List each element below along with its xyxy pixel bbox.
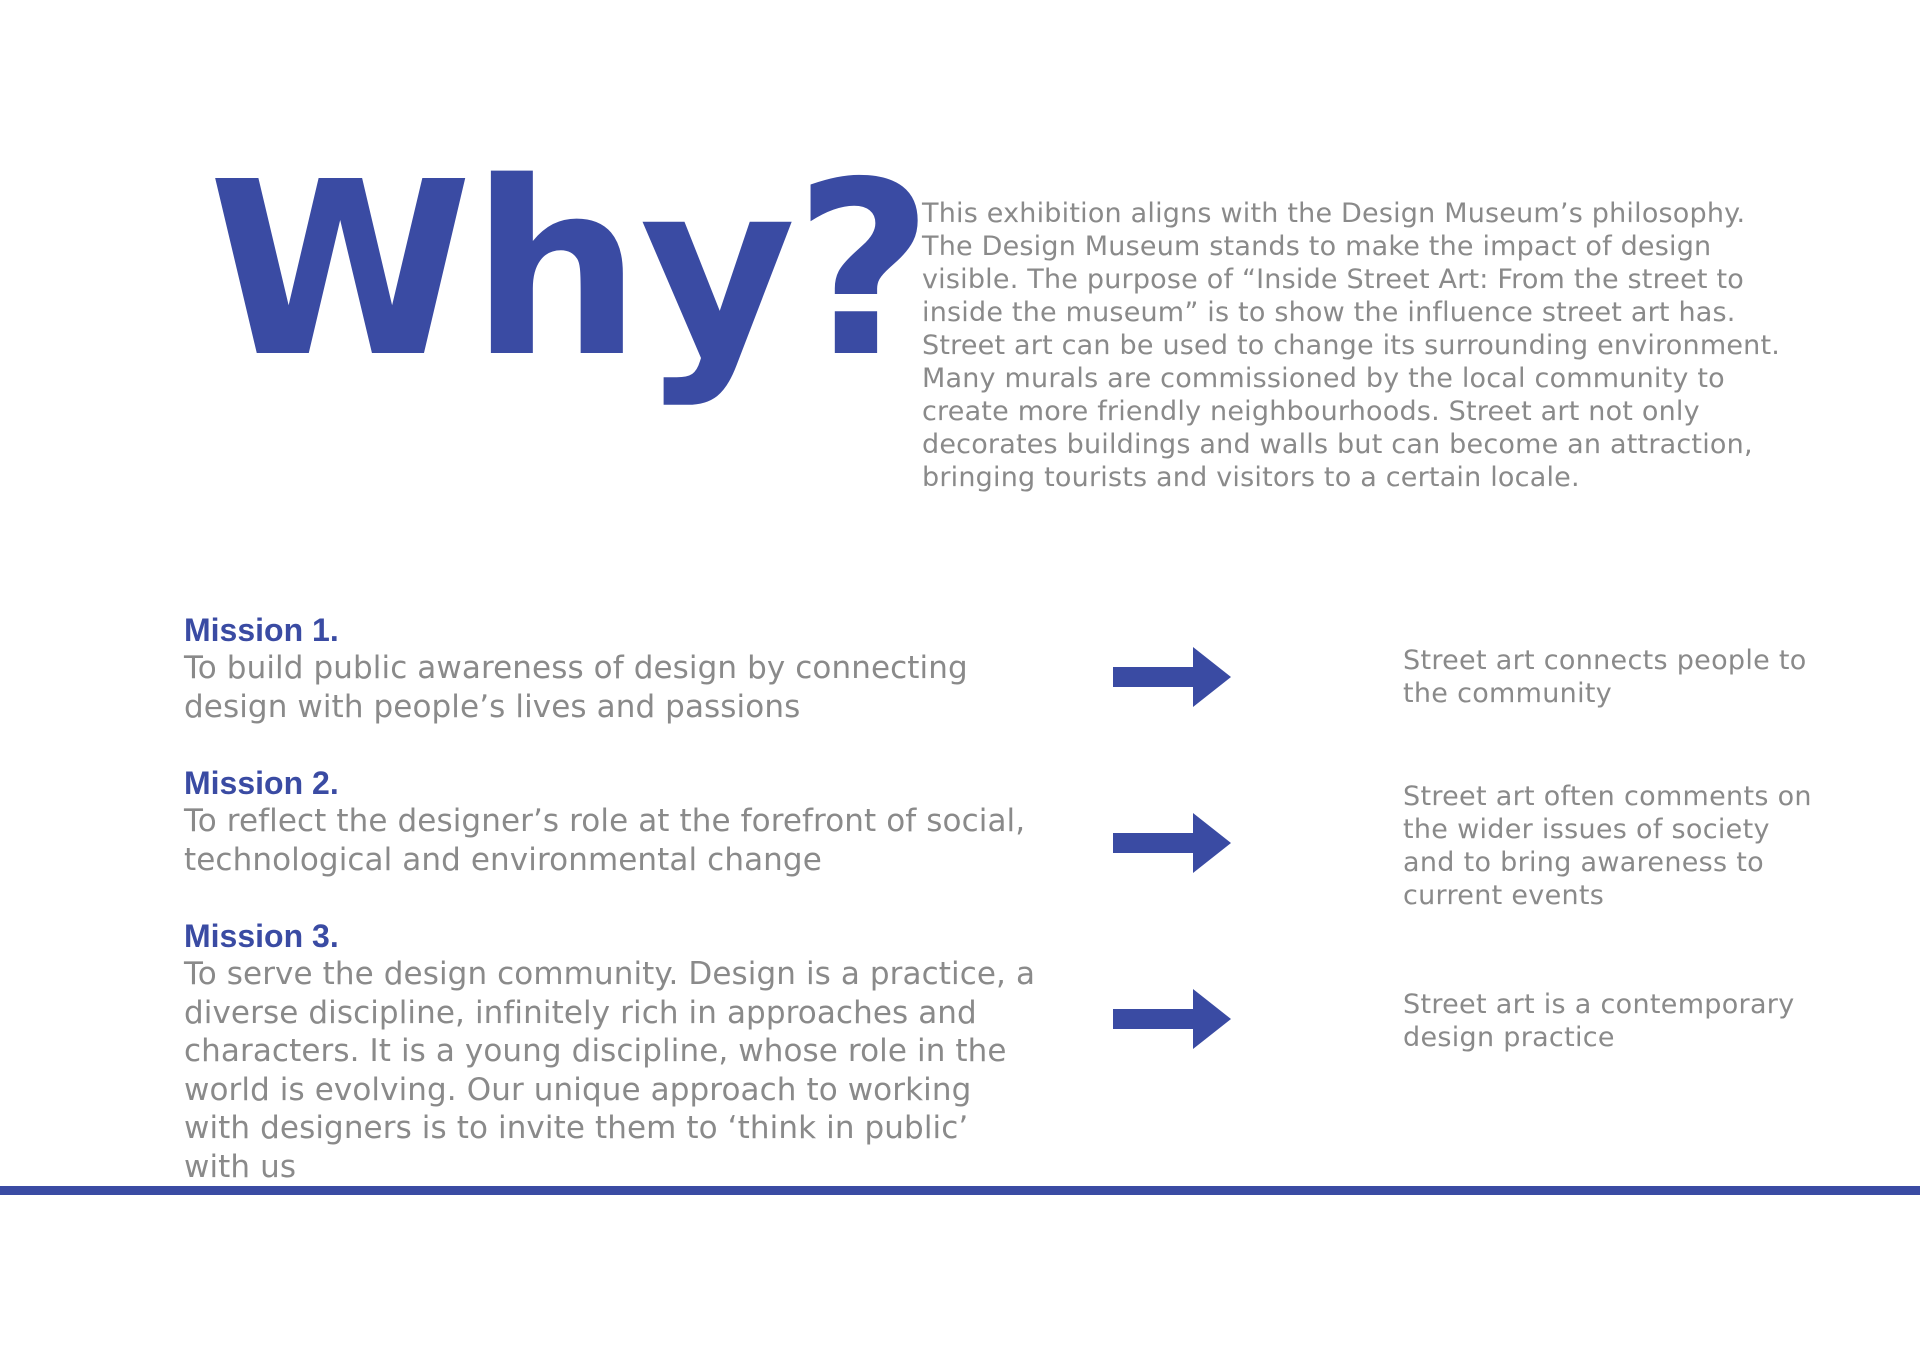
mission-block-1 [184,611,1044,726]
mission-note-2: Street art often comments on the wider issues of society and to bring awareness to current events [1403,781,1812,911]
mission-title: Mission 3. [184,918,339,954]
mission-note-3: Street art is a contemporary design practice [1403,989,1795,1053]
mission-text: To build public awareness of design by connecting design with people’s lives and passions [184,650,968,725]
mission-text: To serve the design community. Design is a practice, a diverse discipline, infinitely rich in approaches and characters. It is a young discipline, whose role in the world is evolving. Our unique approach to working with designers is to invite them to ‘think in public’ with us [184,956,1036,1185]
mission-text: To reflect the designer’s role at the forefront of social, technological and environmental change [184,803,1026,878]
mission-title: Mission 2. [184,765,339,801]
intro-paragraph: This exhibition aligns with the Design Museum’s philosophy. The Design Museum stands to make the impact of design visible. The purpose of “Inside Street Art: From the street to inside the museum” is to show the influence street art has. Street art can be used to change its surrounding environment. Many murals are commissioned by the local community to create more friendly neighbourhoods. Street art not only decorates buildings and walls but can become an attraction, bringing tourists and visitors to a certain locale. [922,198,1781,493]
page-title: Why? [208,130,932,410]
right-arrow-icon [1113,813,1231,873]
right-arrow-icon [1113,989,1231,1049]
mission-block-3 [184,917,1044,1186]
bottom-divider [0,1186,1920,1195]
mission-block-2 [184,764,1044,879]
mission-title: Mission 1. [184,612,339,648]
mission-note-1: Street art connects people to the community [1403,645,1807,709]
right-arrow-icon [1113,647,1231,707]
